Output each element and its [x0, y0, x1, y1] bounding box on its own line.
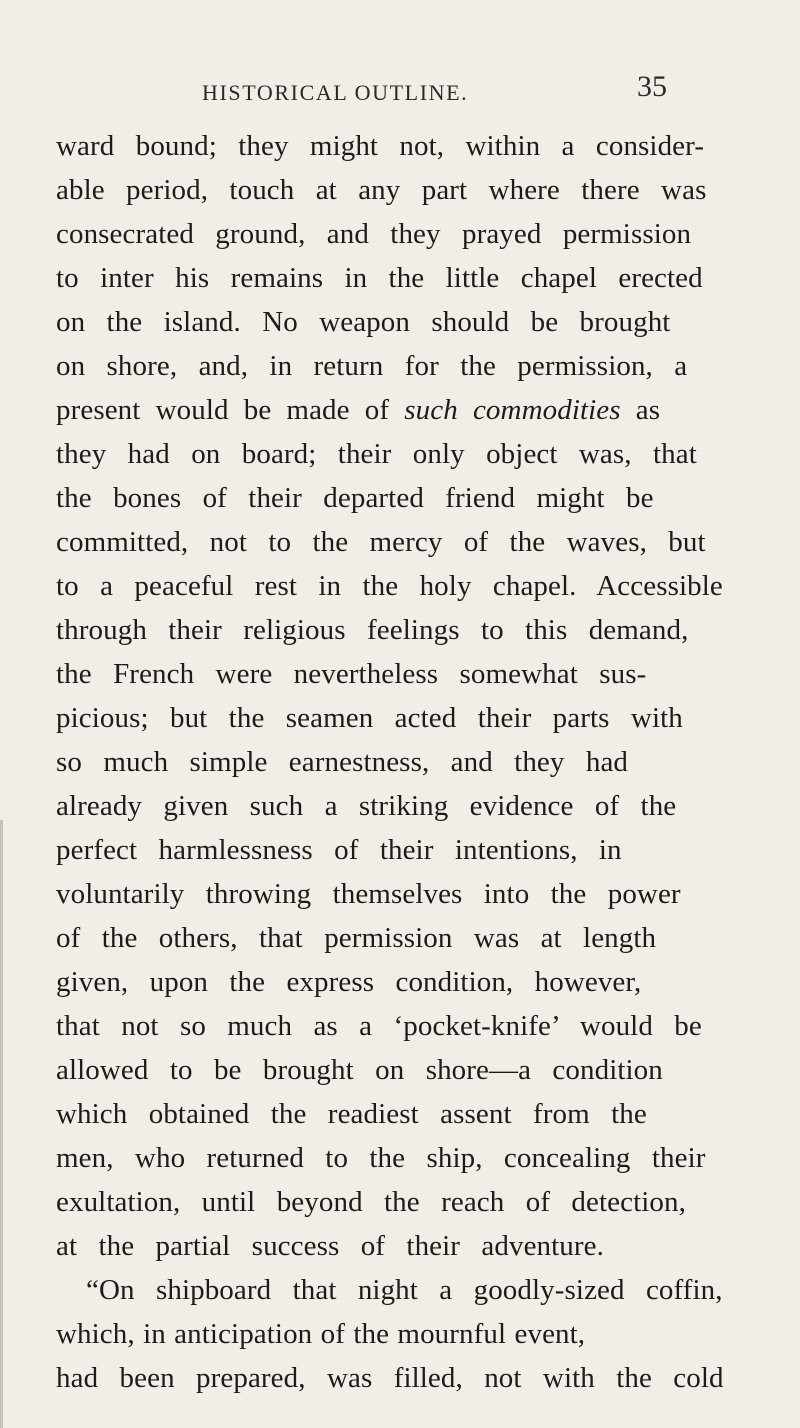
page-number: 35: [637, 70, 667, 103]
page-header: [0, 70, 800, 110]
text-line: voluntarily throwing themselves into the power: [56, 878, 681, 910]
text-line: which, in anticipation of the mournful event,: [56, 1318, 586, 1350]
text-line: exultation, until beyond the reach of detection,: [56, 1186, 686, 1218]
italic-phrase: such commodities: [404, 394, 621, 426]
text-line: so much simple earnestness, and they had: [56, 746, 629, 778]
text-line: consecrated ground, and they prayed permission: [56, 218, 692, 250]
text-line: already given such a striking evidence of the: [56, 790, 677, 822]
text-line: “On shipboard that night a goodly-sized coffin,: [86, 1274, 723, 1306]
text-line: given, upon the express condition, however,: [56, 966, 642, 998]
text-line: on shore, and, in return for the permission, a: [56, 350, 688, 382]
text-line: the French were nevertheless somewhat sus-: [56, 658, 647, 690]
text-line: through their religious feelings to this demand,: [56, 614, 689, 646]
text-line: of the others, that permission was at length: [56, 922, 657, 954]
text-line: [56, 388, 660, 432]
binding-shadow: [0, 820, 3, 1428]
text-line: that not so much as a ‘pocket-knife’ would be: [56, 1010, 702, 1042]
text-line: able period, touch at any part where there was: [56, 174, 707, 206]
text-line: at the partial success of their adventure.: [56, 1230, 604, 1262]
text-line: men, who returned to the ship, concealing their: [56, 1142, 706, 1174]
text-line: committed, not to the mercy of the waves, but: [56, 526, 706, 558]
text-line: which obtained the readiest assent from the: [56, 1098, 647, 1130]
text-line: picious; but the seamen acted their parts with: [56, 702, 683, 734]
text-segment: as: [635, 394, 661, 426]
running-head: HISTORICAL OUTLINE.: [202, 80, 469, 105]
text-line: allowed to be brought on shore—a condition: [56, 1054, 663, 1086]
text-segment: present would be made of: [56, 394, 390, 426]
text-line: perfect harmlessness of their intentions, in: [56, 834, 622, 866]
text-line: they had on board; their only object was, that: [56, 438, 697, 470]
text-line: the bones of their departed friend might be: [56, 482, 654, 514]
text-line: ward bound; they might not, within a consider-: [56, 130, 705, 162]
text-line: to inter his remains in the little chapel erected: [56, 262, 703, 294]
text-line: on the island. No weapon should be brought: [56, 306, 671, 338]
text-line: to a peaceful rest in the holy chapel. Accessible: [56, 570, 723, 602]
text-line: had been prepared, was filled, not with the cold: [56, 1362, 724, 1394]
